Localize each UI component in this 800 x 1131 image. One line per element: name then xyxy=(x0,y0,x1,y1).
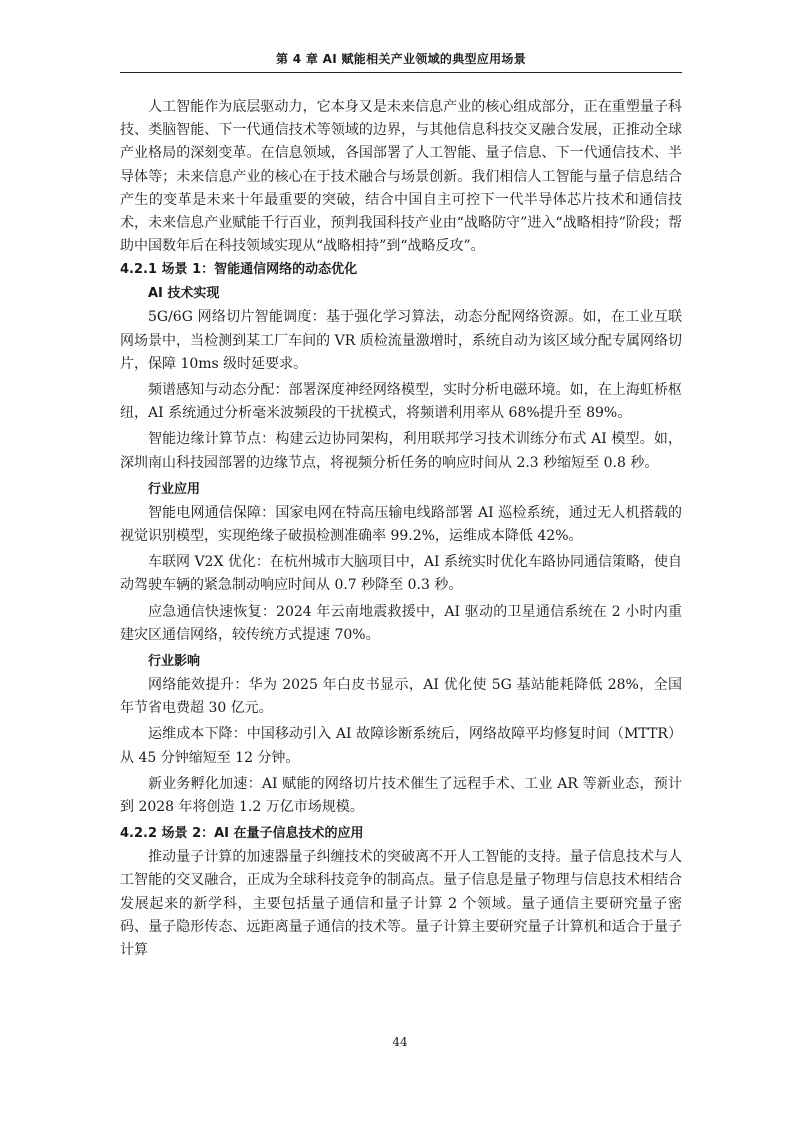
section-heading-4-2-1: 4.2.1 场景 1：智能通信网络的动态优化 xyxy=(120,262,358,278)
impact-item-new-business: 新业务孵化加速：AI 赋能的网络切片技术催生了远程手术、工业 AR 等新业态，预计到 2028 年将创造 1.2 万亿市场规模。 xyxy=(120,775,682,816)
header-rule xyxy=(120,72,682,73)
app-item-smart-grid: 智能电网通信保障：国家电网在特高压输电线路部署 AI 巡检系统，通过无人机搭载的视觉识别模型，实现绝缘子破损检测准确率 99.2%，运维成本降低 42%。 xyxy=(120,504,682,545)
impact-item-maintenance: 运维成本下降：中国移动引入 AI 故障诊断系统后，网络故障平均修复时间（MTTR）从 45 分钟缩短至 12 分钟。 xyxy=(120,726,682,766)
app-item-v2x: 车联网 V2X 优化：在杭州城市大脑项目中，AI 系统实时优化车路协同通信策略，使自动驾驶车辆的紧急制动响应时间从 0.7 秒降至 0.3 秒。 xyxy=(120,554,682,594)
quantum-paragraph: 推动量子计算的加速器量子纠缠技术的突破离不开人工智能的支持。量子信息技术与人工智能的交叉融合，正成为全球科技竞争的制高点。量子信息是量子物理与信息技术相结合发展起来的新学科，主要包括量子通信和量子计算 2 个领域。量子通信主要研究量子密码、量子隐形传态、远距离量子通信的技术等。量子计算主要研究量子计算机和适合于量子计算 xyxy=(120,849,682,959)
tech-item-network-slicing: 5G/6G 网络切片智能调度：基于强化学习算法，动态分配网络资源。如，在工业互联网场景中，当检测到某工厂车间的 VR 质检流量激增时，系统自动为该区域分配专属网络切片，保障 10ms 级时延要求。 xyxy=(120,309,682,372)
tech-item-edge-computing: 智能边缘计算节点：构建云边协同架构，利用联邦学习技术训练分布式 AI 模型。如，深圳南山科技园部署的边缘节点，将视频分析任务的响应时间从 2.3 秒缩短至 0.8 秒。 xyxy=(120,431,682,471)
page-body xyxy=(120,96,682,962)
tech-item-spectrum: 频谱感知与动态分配：部署深度神经网络模型，实时分析电磁环境。如，在上海虹桥枢纽，AI 系统通过分析毫米波频段的干扰模式，将频谱利用率从 68%提升至 89%。 xyxy=(120,382,682,422)
running-header: 第 4 章 AI 赋能相关产业领域的典型应用场景 xyxy=(275,52,526,66)
page-number: 44 xyxy=(392,1035,408,1049)
subheading-ai-tech: AI 技术实现 xyxy=(148,286,220,302)
app-item-emergency-comm: 应急通信快速恢复：2024 年云南地震救援中，AI 驱动的卫星通信系统在 2 小时内重建灾区通信网络，较传统方式提速 70%。 xyxy=(120,603,682,643)
subheading-industry-impact: 行业影响 xyxy=(148,654,201,670)
intro-paragraph: 人工智能作为底层驱动力，它本身又是未来信息产业的核心组成部分，正在重塑量子科技、类脑智能、下一代通信技术等领域的边界，与其他信息科技交叉融合发展，正推动全球产业格局的深刻变革。在信息领域，各国部署了人工智能、量子信息、下一代通信技术、半导体等；未来信息产业的核心在于技术融合与场景创新。我们相信人工智能与量子信息结合产生的变革是未来十年最重要的突破，结合中国自主可控下一代半导体芯片技术和通信技术，未来信息产业赋能千行百业，预判我国科技产业由“战略防守”进入“战略相持”阶段；帮助中国数年后在科技领域实现从“战略相持”到“战略反攻”。 xyxy=(120,99,682,255)
impact-item-energy: 网络能效提升：华为 2025 年白皮书显示，AI 优化使 5G 基站能耗降低 28%，全国年节省电费超 30 亿元。 xyxy=(120,677,682,717)
subheading-industry-application: 行业应用 xyxy=(148,481,201,497)
section-heading-4-2-2: 4.2.2 场景 2：AI 在量子信息技术的应用 xyxy=(120,826,364,842)
